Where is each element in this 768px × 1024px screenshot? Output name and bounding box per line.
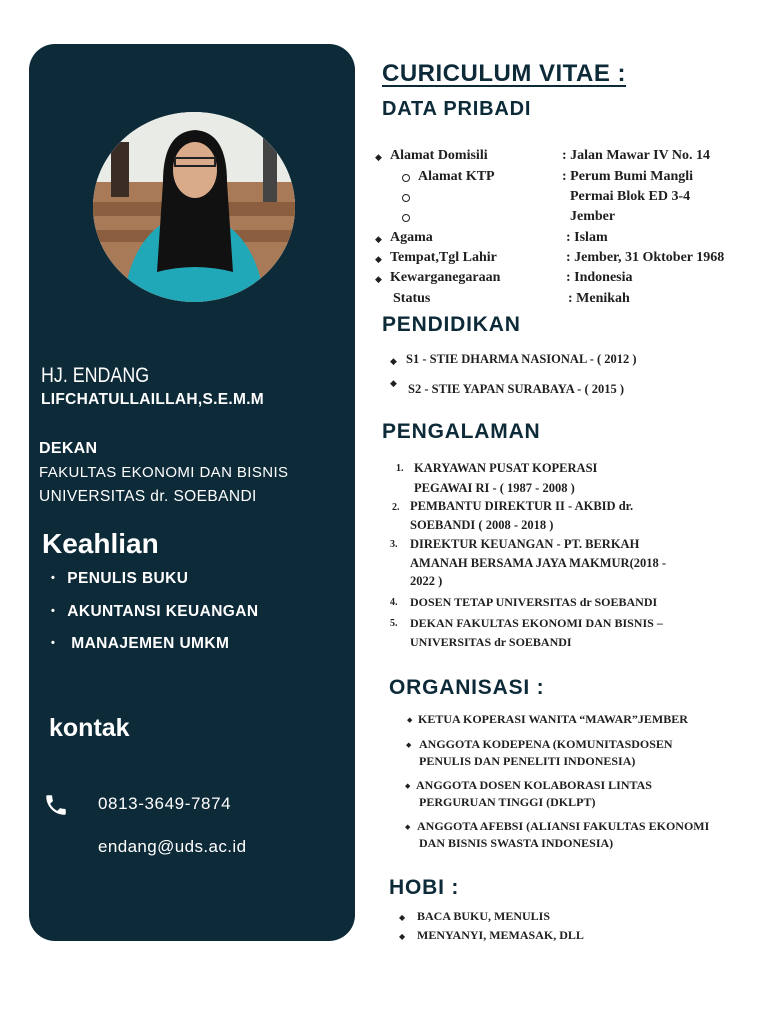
- organization-item: DAN BISNIS SWASTA INDONESIA): [419, 836, 614, 850]
- education-item: S1 - STIE DHARMA NASIONAL - ( 2012 ): [406, 352, 637, 366]
- personal-value: : Islam: [566, 230, 608, 245]
- personal-label: Agama: [390, 230, 433, 245]
- list-number: 1.: [396, 463, 404, 474]
- personal-value: Permai Blok ED 3-4: [570, 189, 691, 204]
- personal-value: : Jalan Mawar IV No. 14: [562, 148, 711, 163]
- experience-item: DEKAN FAKULTAS EKONOMI DAN BISNIS –: [410, 616, 663, 630]
- list-number: 5.: [390, 618, 398, 629]
- email-address[interactable]: endang@uds.ac.id: [98, 837, 247, 856]
- bullet-icon: ◆: [399, 913, 406, 922]
- personal-label: Kewarganegaraan: [390, 270, 501, 285]
- organization-item: PENULIS DAN PENELITI INDONESIA): [419, 754, 636, 768]
- phone-icon: [43, 792, 69, 818]
- personal-heading: DATA PRIBADI: [382, 98, 532, 120]
- experience-heading: PENGALAMAN: [382, 420, 541, 443]
- personal-value: : Jember, 31 Oktober 1968: [566, 250, 725, 265]
- personal-label: Tempat,Tgl Lahir: [390, 250, 497, 265]
- bullet-icon: ◆: [405, 783, 411, 790]
- university-name: UNIVERSITAS dr. SOEBANDI: [39, 488, 257, 505]
- bullet-icon: ◆: [407, 717, 413, 724]
- experience-item: DIREKTUR KEUANGAN - PT. BERKAH: [410, 537, 640, 551]
- personal-value: : Indonesia: [566, 270, 633, 285]
- bullet-icon: ◆: [405, 824, 411, 831]
- circle-bullet-icon: [402, 174, 410, 182]
- sidebar: [29, 44, 355, 941]
- organization-item: ANGGOTA DOSEN KOLABORASI LINTAS: [416, 778, 652, 792]
- list-number: 3.: [390, 539, 398, 550]
- bullet-icon: ◆: [399, 932, 406, 941]
- faculty-name: FAKULTAS EKONOMI DAN BISNIS: [39, 464, 289, 481]
- organization-heading: ORGANISASI :: [389, 676, 545, 699]
- name-line1: HJ. ENDANG: [41, 364, 150, 387]
- personal-label: Alamat KTP: [418, 169, 495, 184]
- profile-photo: [93, 112, 295, 302]
- organization-item: PERGURUAN TINGGI (DKLPT): [419, 795, 596, 809]
- experience-item: PEMBANTU DIREKTUR II - AKBID dr.: [410, 499, 634, 513]
- bullet-icon: ◆: [390, 378, 397, 388]
- list-number: 4.: [390, 597, 398, 608]
- bullet-icon: ◆: [375, 152, 382, 162]
- contact-heading: kontak: [49, 714, 130, 742]
- personal-label: Status: [393, 291, 431, 306]
- bullet-icon: ◆: [375, 254, 382, 264]
- page-title: CURICULUM VITAE :: [382, 60, 627, 87]
- education-heading: PENDIDIKAN: [382, 313, 521, 336]
- experience-item: KARYAWAN PUSAT KOPERASI: [414, 461, 598, 475]
- personal-label: Alamat Domisili: [390, 148, 488, 163]
- phone-number[interactable]: 0813-3649-7874: [98, 794, 232, 813]
- bullet-icon: ◆: [375, 234, 382, 244]
- personal-value: : Menikah: [568, 291, 630, 306]
- skill-item: • PENULIS BUKU: [51, 570, 189, 587]
- name-line2: LIFCHATULLAILLAH,S.E.M.M: [41, 391, 265, 408]
- experience-item: SOEBANDI ( 2008 - 2018 ): [410, 518, 554, 532]
- education-item: S2 - STIE YAPAN SURABAYA - ( 2015 ): [408, 382, 625, 396]
- hobby-heading: HOBI :: [389, 876, 460, 899]
- experience-item: PEGAWAI RI - ( 1987 - 2008 ): [414, 481, 575, 495]
- organization-item: ANGGOTA AFEBSI (ALIANSI FAKULTAS EKONOMI: [417, 819, 710, 833]
- bullet-icon: ◆: [406, 742, 412, 749]
- bullet-icon: ◆: [375, 274, 382, 284]
- skill-item: • AKUNTANSI KEUANGAN: [51, 603, 259, 620]
- skill-item: • MANAJEMEN UMKM: [51, 635, 230, 652]
- experience-item: DOSEN TETAP UNIVERSITAS dr SOEBANDI: [410, 595, 658, 609]
- personal-value: : Perum Bumi Mangli: [562, 169, 694, 184]
- circle-bullet-icon: [402, 194, 410, 202]
- experience-item: 2022 ): [410, 574, 443, 588]
- organization-item: KETUA KOPERASI WANITA “MAWAR”JEMBER: [418, 712, 688, 726]
- position-title: DEKAN: [39, 440, 98, 457]
- personal-value: Jember: [570, 209, 616, 224]
- list-number: 2.: [392, 502, 400, 513]
- bullet-icon: ◆: [390, 356, 397, 366]
- circle-bullet-icon: [402, 214, 410, 222]
- hobby-item: MENYANYI, MEMASAK, DLL: [417, 928, 584, 942]
- hobby-item: BACA BUKU, MENULIS: [417, 909, 551, 923]
- experience-item: UNIVERSITAS dr SOEBANDI: [410, 635, 572, 649]
- experience-item: AMANAH BERSAMA JAYA MAKMUR(2018 -: [410, 556, 667, 570]
- organization-item: ANGGOTA KODEPENA (KOMUNITASDOSEN: [419, 737, 673, 751]
- skills-heading: Keahlian: [42, 528, 159, 559]
